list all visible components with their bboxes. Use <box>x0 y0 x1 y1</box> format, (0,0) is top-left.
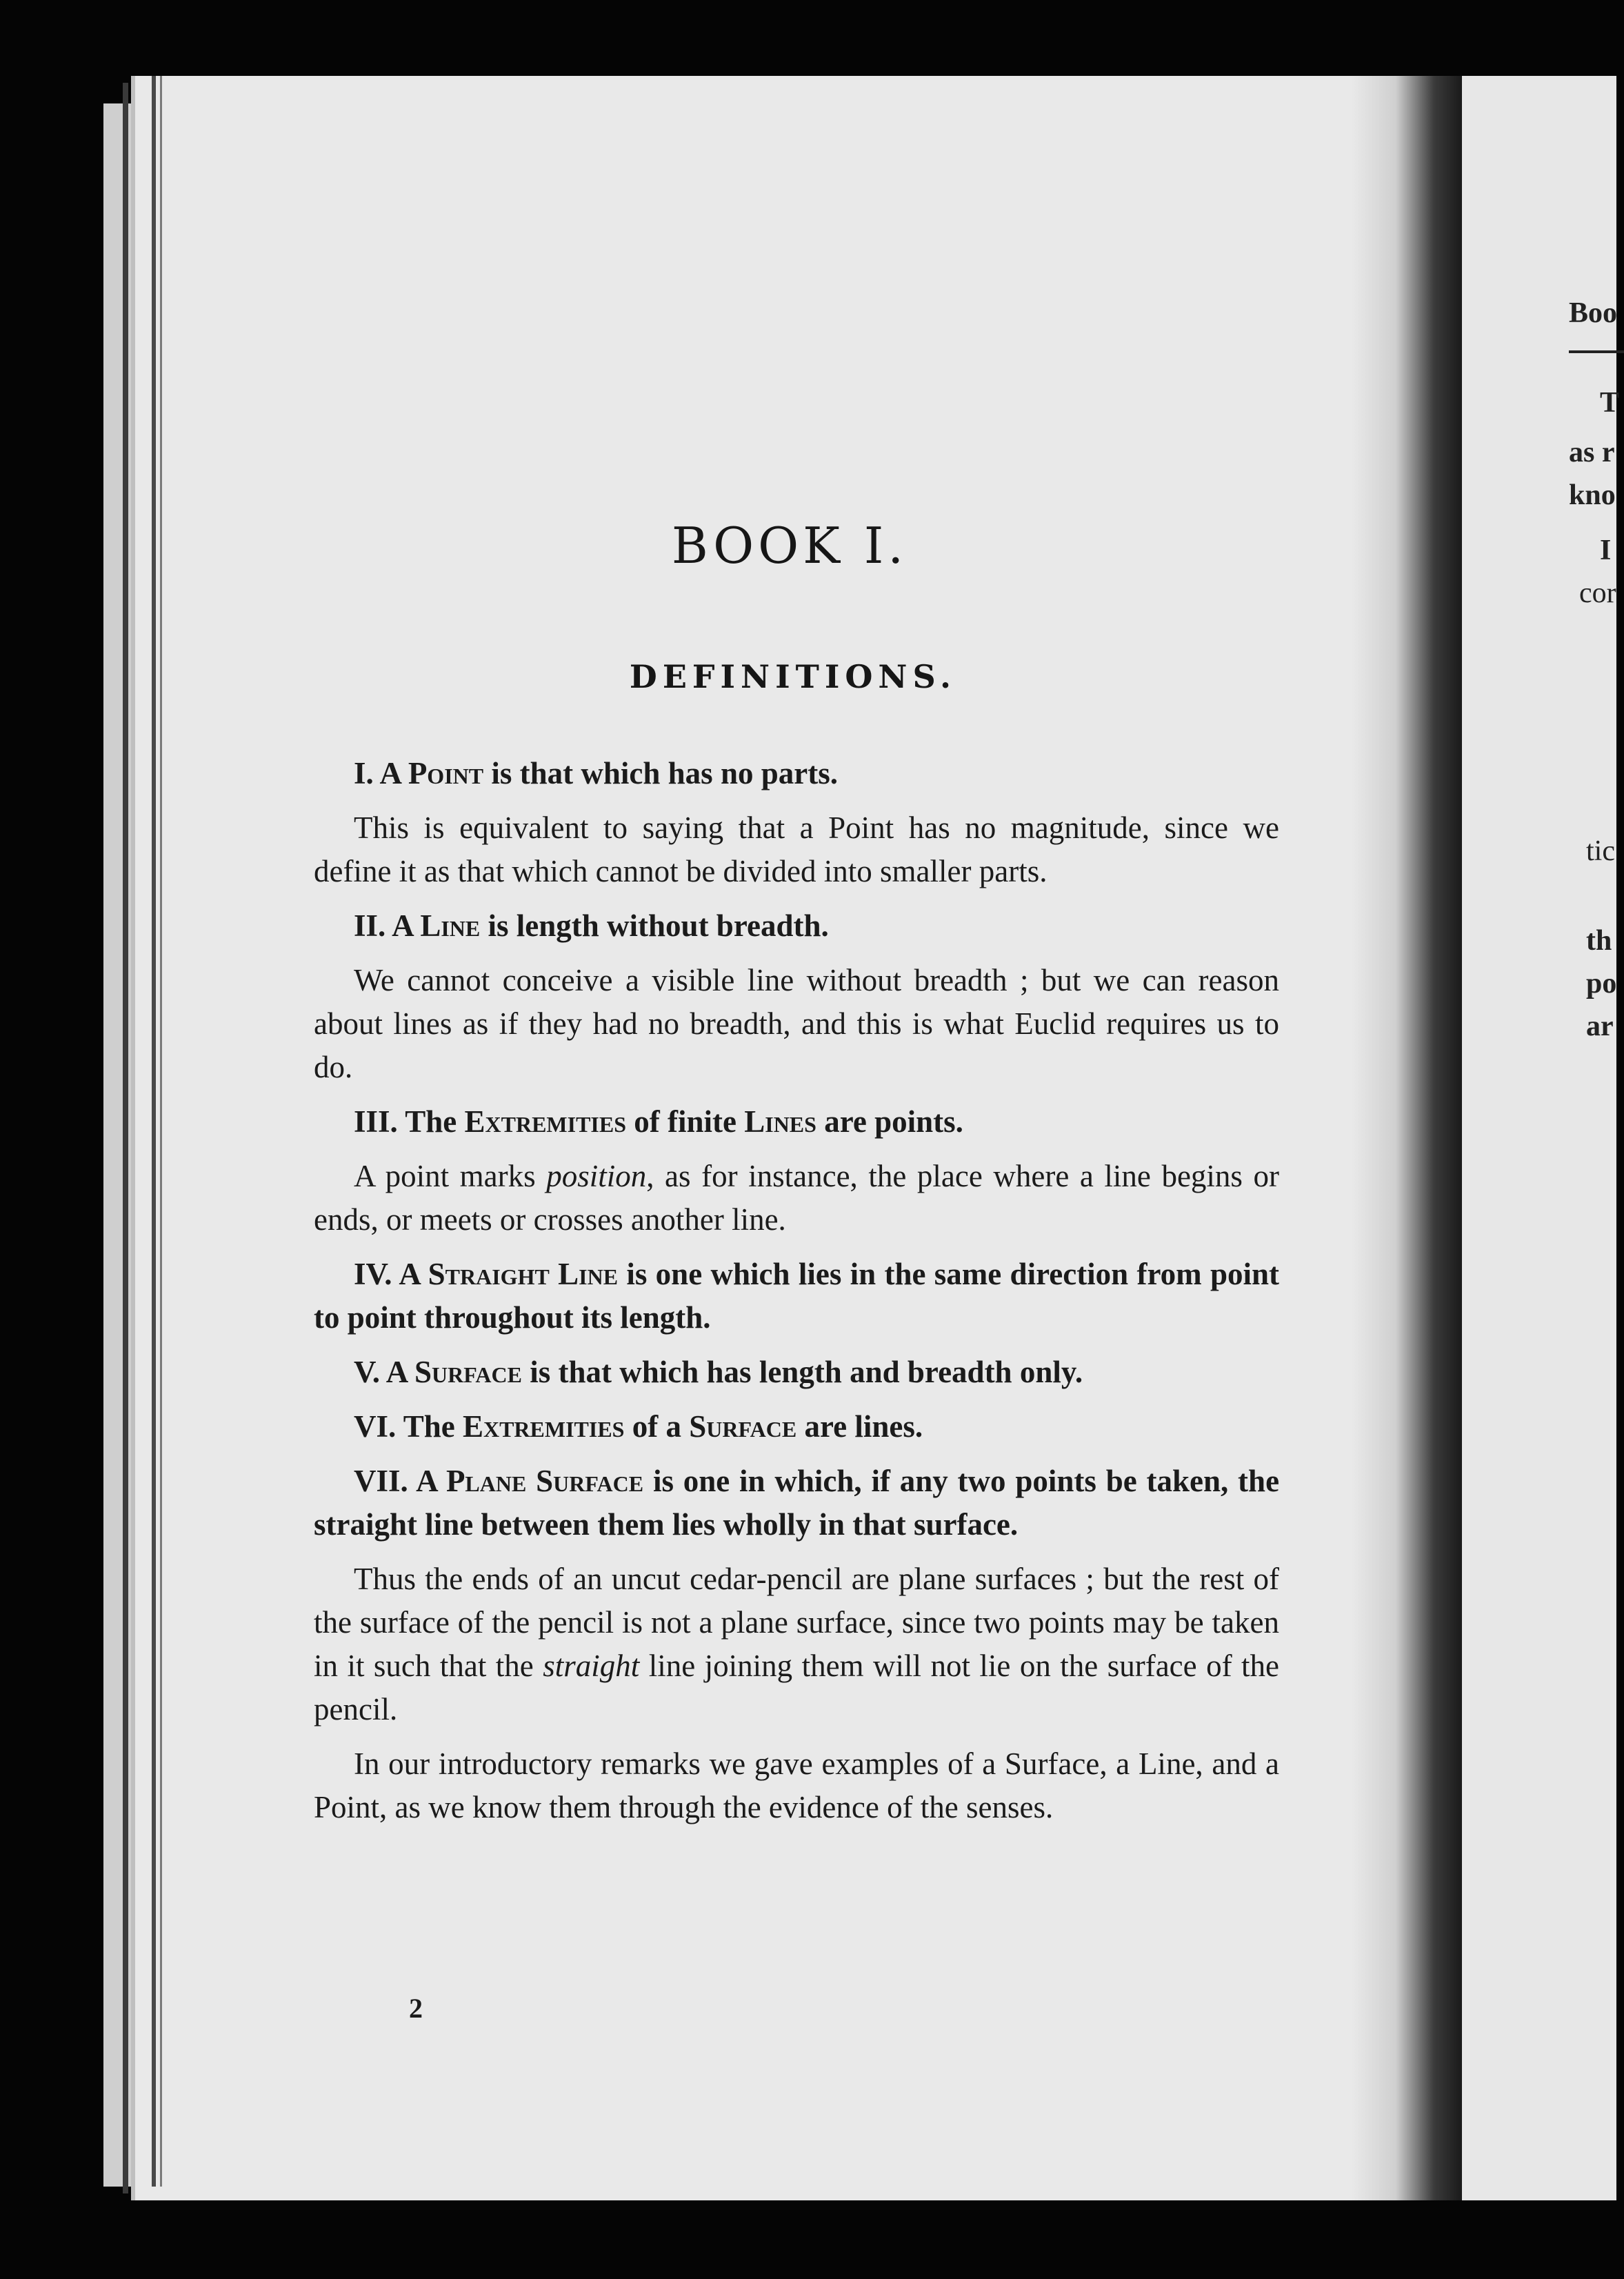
explanation-closing: In our introductory remarks we gave examples of a Surface, a Line, and a Point, as we know them through the evidence of the senses. <box>314 1746 1279 1824</box>
defined-term: Lines <box>744 1104 816 1139</box>
definition-connector: of finite <box>634 1104 736 1139</box>
definition-article: A <box>385 1355 407 1389</box>
page-edge-line <box>123 83 128 2193</box>
defined-term: Extremities <box>462 1409 625 1444</box>
definition-article: A <box>399 1257 420 1291</box>
definition-3 <box>314 1100 1279 1144</box>
definition-numeral: VII. <box>354 1464 408 1498</box>
explanation-text: Thus the ends of an uncut cedar-pencil are plane surfaces ; but the rest of the surface of the pencil is not a plane surface, since two points may be taken in it such that the <box>314 1562 1279 1683</box>
explanation-text: , as for instance, the place where a line begins or ends, or meets or crosses another line. <box>314 1159 1279 1237</box>
defined-term: Extremities <box>464 1104 627 1139</box>
right-page-rule <box>1569 350 1624 353</box>
definition-connector: of a <box>632 1409 681 1444</box>
right-page-fragment: Boo <box>1569 297 1618 329</box>
right-page-fragment: po <box>1586 968 1617 999</box>
definitions-body <box>314 752 1279 1840</box>
defined-term: Plane Surface <box>445 1464 644 1498</box>
right-page-fragment: th <box>1586 925 1612 957</box>
right-page-fragment: as r <box>1569 437 1615 468</box>
page-margin-line <box>152 76 156 2187</box>
definition-numeral: III. <box>354 1104 398 1139</box>
right-page-fragment: ar <box>1586 1011 1614 1042</box>
right-page-fragment: kno <box>1569 479 1616 511</box>
definition-numeral: II. <box>354 908 386 943</box>
right-page <box>1462 76 1620 2200</box>
right-page-fragment: cor <box>1579 577 1616 609</box>
page-margin-line-thin <box>160 76 162 2187</box>
right-page-fragment: T <box>1600 387 1620 419</box>
emphasis-text: straight <box>543 1649 640 1683</box>
definition-7 <box>314 1460 1279 1546</box>
defined-term: Line <box>420 908 481 943</box>
definition-article: A <box>392 908 413 943</box>
explanation-7 <box>314 1558 1279 1731</box>
definition-text: are points. <box>824 1104 963 1139</box>
definition-text: is that which has length and breadth only. <box>530 1355 1083 1389</box>
definition-article: A <box>379 756 401 790</box>
definition-text: is length without breadth. <box>488 908 829 943</box>
section-heading: DEFINITIONS. <box>629 658 957 695</box>
defined-term: Straight Line <box>428 1257 619 1291</box>
defined-term: Point <box>408 756 484 790</box>
definition-5 <box>314 1351 1279 1394</box>
explanation-3 <box>314 1155 1279 1242</box>
right-page-fragment: tic <box>1586 835 1615 867</box>
definition-numeral: V. <box>354 1355 380 1389</box>
explanation-1: This is equivalent to saying that a Point has no magnitude, since we define it as that which cannot be divided into smaller parts. <box>314 810 1279 888</box>
emphasis-text: position <box>546 1159 647 1193</box>
defined-term: Surface <box>414 1355 522 1389</box>
definition-article: The <box>403 1409 455 1444</box>
explanation-2: We cannot conceive a visible line without breadth ; but we can reason about lines as if they had no breadth, and this is what Euclid requires us to do. <box>314 963 1279 1084</box>
definition-article: A <box>416 1464 437 1498</box>
defined-term: Surface <box>689 1409 797 1444</box>
definition-4 <box>314 1253 1279 1340</box>
definition-numeral: VI. <box>354 1409 397 1444</box>
definition-2 <box>314 904 1279 948</box>
definition-text: is one which lies in the same direction from point to point throughout its length. <box>314 1257 1280 1335</box>
definition-text: is one in which, if any two points be taken, the straight line between them lies wholly in that surface. <box>314 1464 1280 1542</box>
definition-text: are lines. <box>804 1409 923 1444</box>
definition-article: The <box>405 1104 457 1139</box>
page-number: 2 <box>409 1993 423 2024</box>
book-gutter <box>1352 76 1462 2200</box>
definition-numeral: IV. <box>354 1257 392 1291</box>
explanation-text: line joining them will not lie on the surface of the pencil. <box>314 1649 1279 1726</box>
definition-numeral: I. <box>354 756 374 790</box>
book-title: BOOK I. <box>671 517 908 575</box>
explanation-text: A point marks <box>354 1159 547 1193</box>
definition-6 <box>314 1405 1279 1449</box>
definition-text: is that which has no parts. <box>491 756 838 790</box>
definition-1 <box>314 752 1279 795</box>
right-page-fragment: I <box>1600 535 1612 566</box>
